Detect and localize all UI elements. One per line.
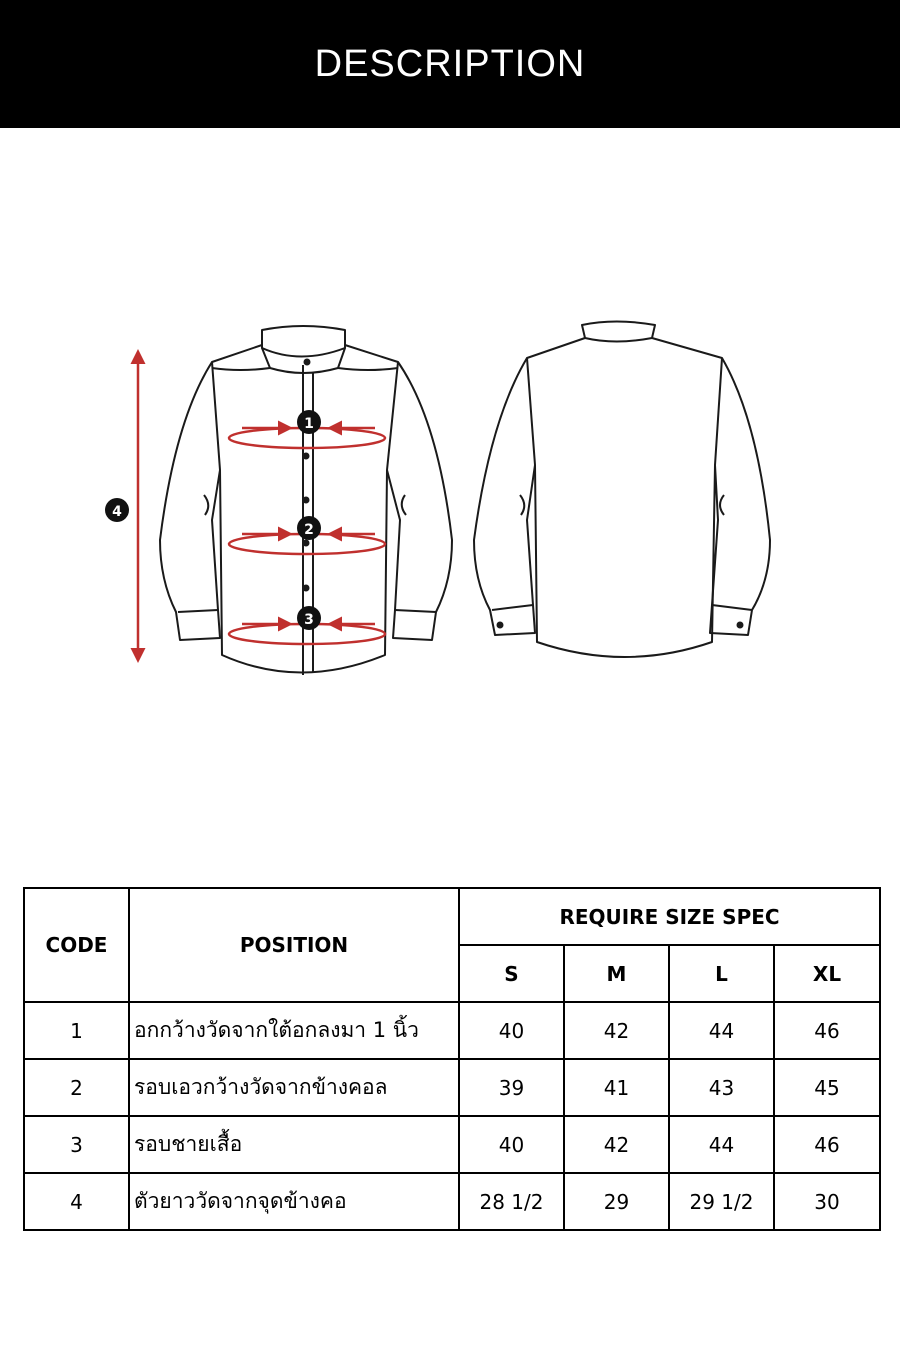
value-cell: 46 (774, 1116, 880, 1173)
position-cell: รอบเอวกว้างวัดจากข้างคอล (129, 1059, 459, 1116)
size-header-m: M (564, 945, 669, 1002)
spec-header: REQUIRE SIZE SPEC (459, 888, 880, 945)
size-header-l: L (669, 945, 774, 1002)
svg-text:2: 2 (304, 522, 314, 538)
size-header-xl: XL (774, 945, 880, 1002)
header-bar (0, 0, 900, 128)
shirt-measurement-diagram (0, 300, 900, 700)
marker-3 (297, 606, 321, 630)
svg-text:4: 4 (112, 504, 122, 520)
value-cell: 42 (564, 1002, 669, 1059)
value-cell: 46 (774, 1002, 880, 1059)
back-shirt-icon (474, 322, 770, 658)
value-cell: 44 (669, 1116, 774, 1173)
value-cell: 29 1/2 (669, 1173, 774, 1230)
size-header-s: S (459, 945, 564, 1002)
value-cell: 44 (669, 1002, 774, 1059)
value-cell: 29 (564, 1173, 669, 1230)
value-cell: 40 (459, 1116, 564, 1173)
svg-text:1: 1 (304, 416, 314, 432)
value-cell: 30 (774, 1173, 880, 1230)
marker-2 (297, 516, 321, 540)
marker-1 (297, 410, 321, 434)
code-cell: 4 (24, 1173, 129, 1230)
table-row (24, 1059, 880, 1116)
code-cell: 1 (24, 1002, 129, 1059)
marker-4 (105, 498, 129, 522)
value-cell: 40 (459, 1002, 564, 1059)
value-cell: 43 (669, 1059, 774, 1116)
size-spec-table (23, 887, 881, 1231)
position-header: POSITION (129, 888, 459, 1002)
code-cell: 2 (24, 1059, 129, 1116)
value-cell: 41 (564, 1059, 669, 1116)
value-cell: 45 (774, 1059, 880, 1116)
svg-text:3: 3 (304, 612, 314, 628)
table-row (24, 1116, 880, 1173)
code-cell: 3 (24, 1116, 129, 1173)
table-row (24, 1173, 880, 1230)
value-cell: 42 (564, 1116, 669, 1173)
code-header: CODE (24, 888, 129, 1002)
value-cell: 39 (459, 1059, 564, 1116)
position-cell: อกกว้างวัดจากใต้อกลงมา 1 นิ้ว (129, 1002, 459, 1059)
page-title: DESCRIPTION (314, 42, 586, 85)
value-cell: 28 1/2 (459, 1173, 564, 1230)
position-cell: ตัวยาววัดจากจุดข้างคอ (129, 1173, 459, 1230)
position-cell: รอบชายเสื้อ (129, 1116, 459, 1173)
table-row (24, 1002, 880, 1059)
